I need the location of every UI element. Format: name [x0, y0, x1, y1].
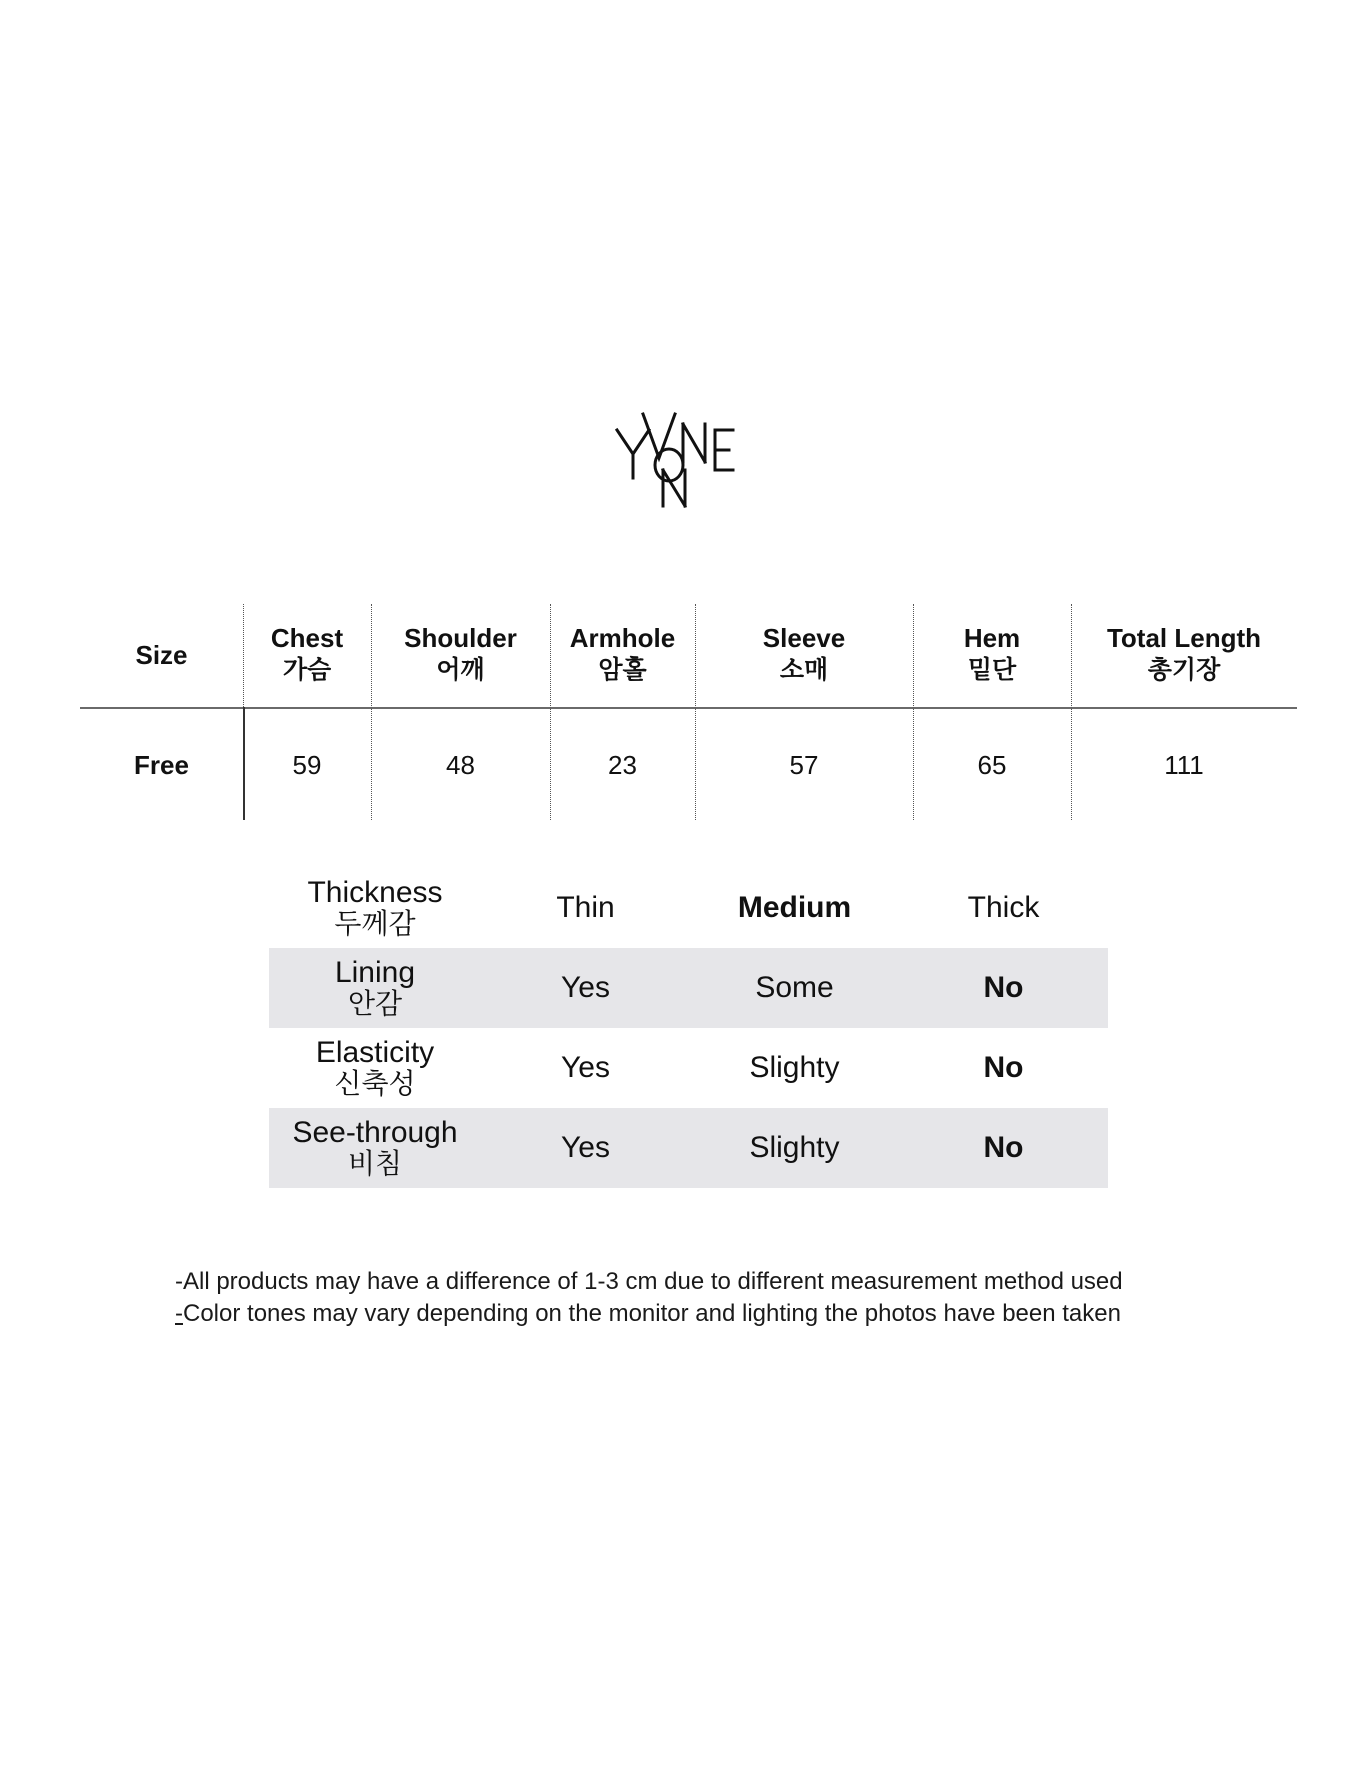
size-table — [80, 604, 1297, 820]
col-shoulder-header — [371, 622, 550, 686]
fabric-label-ko: 안감 — [347, 988, 403, 1019]
column-divider-dotted — [913, 604, 914, 820]
col-chest-header-ko: 가슴 — [282, 656, 332, 684]
col-total-length — [1071, 604, 1297, 820]
col-armhole-header-en: Armhole — [569, 623, 676, 653]
fabric-option: Yes — [481, 1108, 690, 1188]
fabric-label-ko: 두께감 — [334, 908, 416, 939]
col-chest-header — [243, 622, 371, 686]
fabric-row-label — [269, 948, 481, 1028]
col-hem-header-ko: 밑단 — [967, 656, 1017, 684]
fabric-row-label — [269, 1108, 481, 1188]
shoulder-value: 48 — [446, 750, 475, 780]
column-divider-dotted — [1071, 604, 1072, 820]
fabric-label-en: Elasticity — [315, 1036, 435, 1069]
column-divider-dotted — [550, 604, 551, 820]
fabric-option-selected: No — [899, 948, 1108, 1028]
fabric-label-en: Thickness — [307, 876, 443, 909]
col-shoulder-header-ko: 어깨 — [436, 656, 485, 684]
column-divider-dotted — [371, 604, 372, 820]
fabric-row-label — [269, 868, 481, 948]
fabric-row-thickness — [269, 868, 1108, 948]
fabric-option: Thin — [556, 891, 615, 924]
disclaimer-line-2 — [175, 1298, 1235, 1330]
col-sleeve-header — [695, 622, 913, 686]
size-free-label: Free — [134, 750, 189, 780]
fabric-row-lining — [269, 948, 1108, 1028]
disclaimer-dash: - — [175, 1300, 183, 1327]
fabric-label-en: See-through — [292, 1116, 458, 1149]
fabric-option: Some — [690, 948, 899, 1028]
disclaimer-line-2-text: Color tones may vary depending on the monitor and lighting the photos have been taken — [183, 1300, 1121, 1327]
sleeve-value: 57 — [789, 750, 819, 780]
col-total-length-header — [1071, 622, 1297, 686]
col-sleeve-header-en: Sleeve — [762, 623, 846, 653]
fabric-option: Slighty — [690, 1108, 899, 1188]
col-shoulder — [371, 604, 550, 820]
yvonne-logo-icon — [605, 410, 765, 510]
total-length-value: 111 — [1164, 750, 1204, 780]
hem-value: 65 — [977, 750, 1007, 780]
fabric-option-selected: No — [899, 1108, 1108, 1188]
chest-value: 59 — [292, 750, 322, 780]
col-armhole-header — [550, 622, 695, 686]
fabric-row-elasticity — [269, 1028, 1108, 1108]
fabric-label-ko: 비침 — [347, 1148, 403, 1179]
col-sleeve-header-ko: 소매 — [779, 656, 829, 684]
brand-logo — [605, 410, 765, 510]
disclaimer-notes — [175, 1266, 1235, 1330]
fabric-option: Yes — [481, 948, 690, 1028]
fabric-option: Slighty — [749, 1051, 840, 1084]
col-hem — [913, 604, 1071, 820]
disclaimer-line-1: -All products may have a difference of 1-3 cm due to different measurement method used — [175, 1268, 1123, 1295]
fabric-option: Yes — [561, 1051, 610, 1084]
fabric-label-ko: 신축성 — [334, 1068, 416, 1099]
fabric-option: Thick — [967, 891, 1040, 924]
column-divider-dotted — [243, 604, 244, 707]
col-size — [80, 604, 243, 820]
col-hem-header — [913, 622, 1071, 686]
fabric-row-label — [269, 1028, 481, 1108]
col-size-header-en: Size — [135, 640, 188, 670]
fabric-option-selected: No — [983, 1051, 1024, 1084]
col-shoulder-header-en: Shoulder — [404, 623, 517, 653]
armhole-value: 23 — [608, 750, 637, 780]
col-hem-header-en: Hem — [963, 623, 1021, 653]
col-chest-header-en: Chest — [270, 623, 344, 653]
fabric-label-en: Lining — [334, 956, 416, 989]
col-total-length-header-ko: 총기장 — [1147, 656, 1221, 684]
col-armhole-header-ko: 암홀 — [598, 656, 647, 684]
col-size-header — [80, 639, 243, 672]
col-total-length-header-en: Total Length — [1106, 623, 1262, 653]
col-chest — [243, 604, 371, 820]
column-divider-dotted — [695, 604, 696, 820]
size-column-divider — [243, 707, 245, 820]
col-sleeve — [695, 604, 913, 820]
fabric-properties-table — [269, 868, 1108, 1188]
fabric-option-selected: Medium — [737, 891, 852, 924]
header-divider — [80, 707, 1297, 709]
col-armhole — [550, 604, 695, 820]
fabric-row-see-through — [269, 1108, 1108, 1188]
